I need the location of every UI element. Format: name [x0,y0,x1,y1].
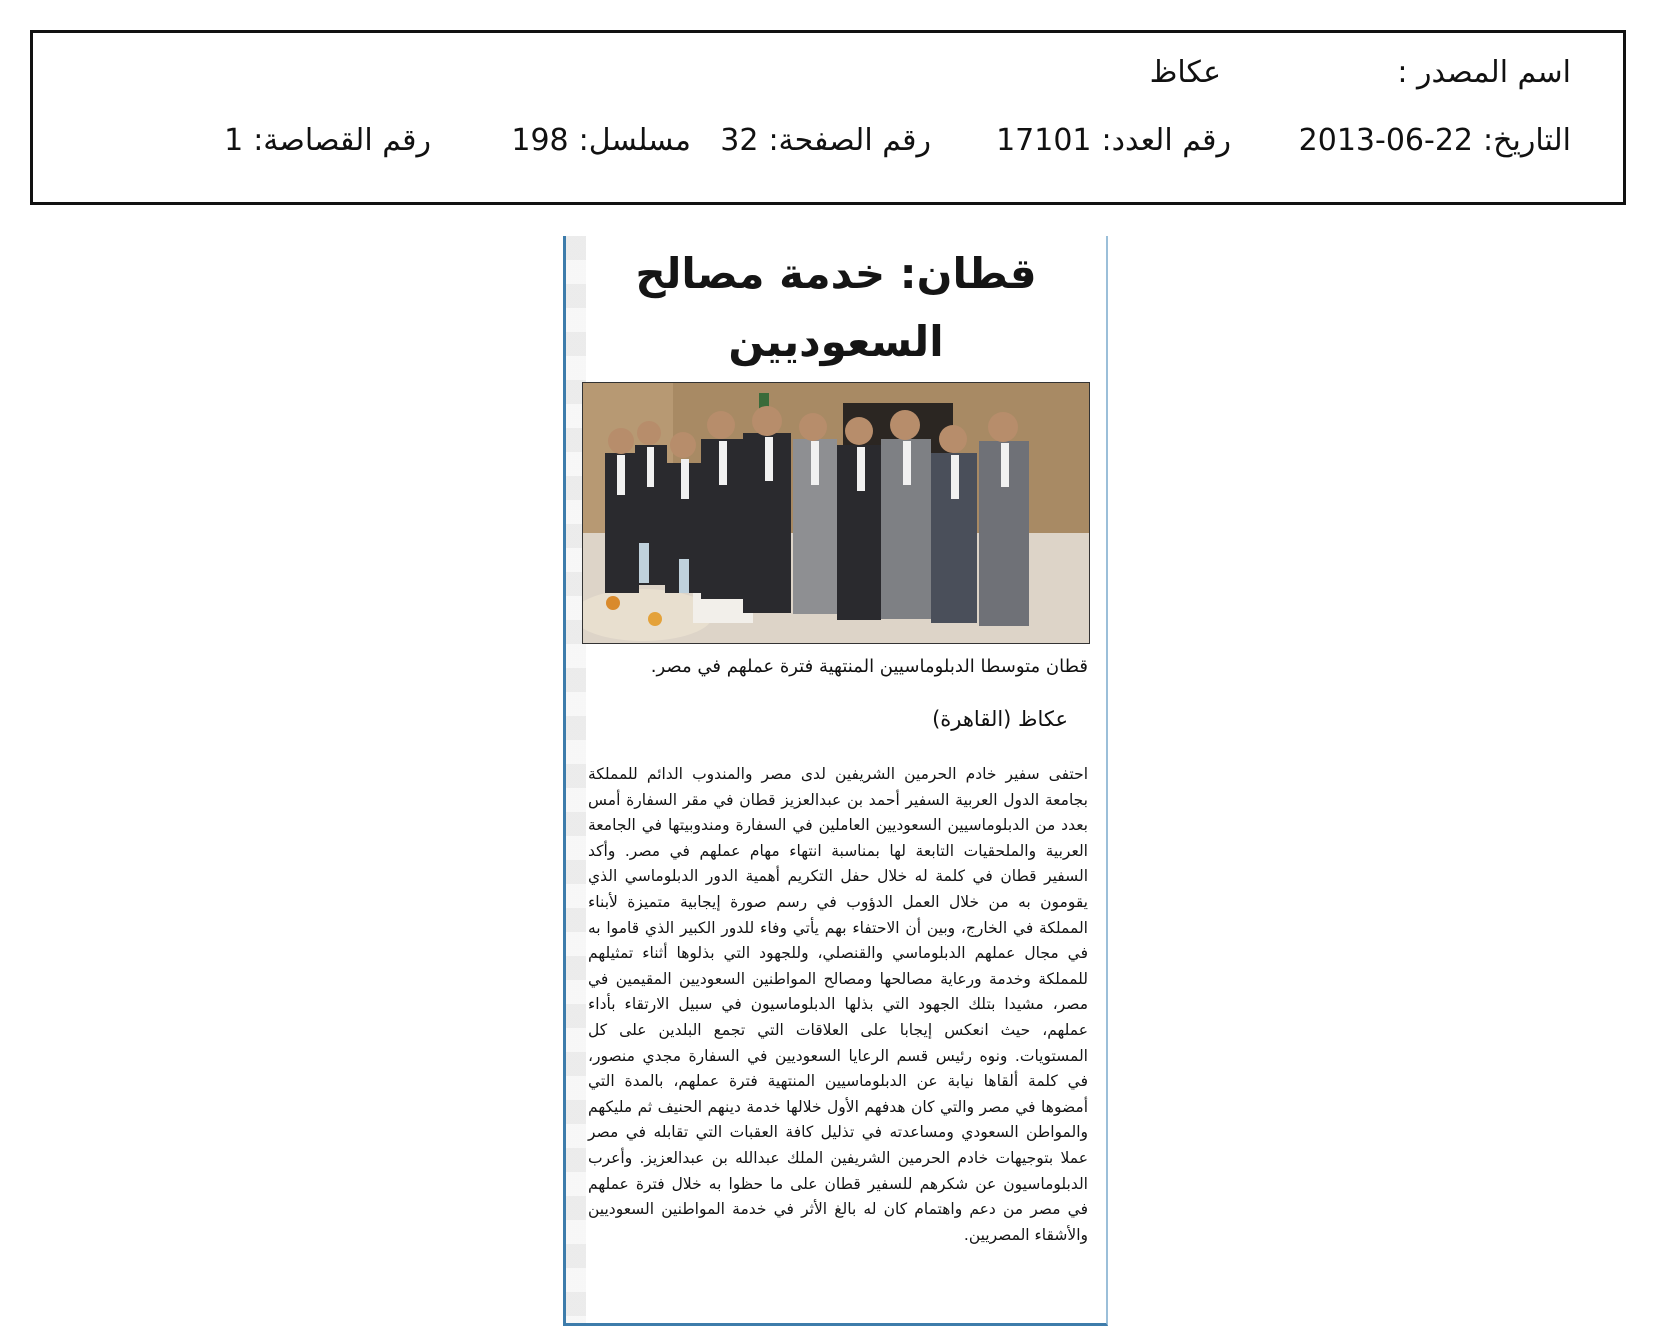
date-field [1299,121,1571,161]
source-label-field [1397,53,1571,93]
article-body: احتفى سفير خادم الحرمين الشريفين لدى مصر والمندوب الدائم للمملكة بجامعة الدول العربية السفير أحمد بن عبدالعزيز قطان في مقر السفارة أمس بعدد من الدبلوماسيين السعوديين العاملين في السفارة ومندوبيتها في الجامعة العربية والملحقيات التابعة لها بمناسبة انتهاء مهام عملهم في مصر. وأكد السفير قطان في كلمة له خلال حفل التكريم أهمية الدور الدبلوماسي الذي يقومون به من خلال العمل الدؤوب في رسم صورة إيجابية متميزة لأبناء المملكة في الخارج، وبين أن الاحتفاء بهم يأتي وفاء للدور الكبير الذي قاموا به في مجال عملهم الدبلوماسي والقنصلي، وللجهود التي بذلوها أثناء تمثيلهم للمملكة وخدمة ورعاية مصالحها ومصالح المواطنين السعوديين المقيمين في مصر، مشيدا بتلك الجهود التي بذلها الدبلوماسيون في سبيل الارتقاء بأداء عملهم، حيث انعكس إيجابا على العلاقات التي تجمع البلدين على كل المستويات. ونوه رئيس قسم الرعايا السعوديين في السفارة مجدي منصور، في كلمة ألقاها نيابة عن الدبلوماسيين المنتهية فترة عملهم، بالمدة التي أمضوها في مصر والتي كان هدفهم الأول خلالها خدمة دينهم الحنيف ثم مليكهم والمواطن السعودي ومساعدته في تذليل كافة العقبات التي تقابله في مصر عملا بتوجيهات خادم الحرمين الشريفين الملك عبدالله بن عبدالعزيز. وأعرب الدبلوماسيون عن شكرهم للسفير قطان على ما حظوا به خلال فترة عملهم في مصر من دعم واهتمام كان له بالغ الأثر في خدمة المواطنين السعوديين والأشقاء المصريين. [588,765,1088,1244]
headline-line-1: قطان: خدمة مصالح السعوديين [635,249,1037,366]
source-value-field [1150,53,1231,93]
page-label: رقم الصفحة: [768,123,931,158]
clip-number-value: 1 [224,123,244,158]
serial-label: مسلسل: [578,123,691,158]
clip-number-field [224,121,431,161]
article-dateline: عكاظ (القاهرة) [932,707,1068,731]
article-photo [582,382,1090,644]
serial-value: 198 [511,123,569,158]
issue-label: رقم العدد: [1101,123,1231,158]
page-field [720,121,931,161]
serial-field [511,121,691,161]
page-value: 32 [720,123,759,158]
photo-caption: قطان متوسطا الدبلوماسيين المنتهية فترة عملهم في مصر. [650,656,1088,677]
issue-field [996,121,1231,161]
date-label: التاريخ: [1483,123,1571,158]
date-value: 2013-06-22 [1298,123,1474,158]
newspaper-clipping [563,236,1108,1326]
source-label: اسم المصدر : [1397,55,1571,90]
issue-value: 17101 [996,123,1092,158]
clip-number-label: رقم القصاصة: [253,123,431,158]
clipping-metadata-box [30,30,1626,205]
source-value: عكاظ [1149,55,1221,90]
